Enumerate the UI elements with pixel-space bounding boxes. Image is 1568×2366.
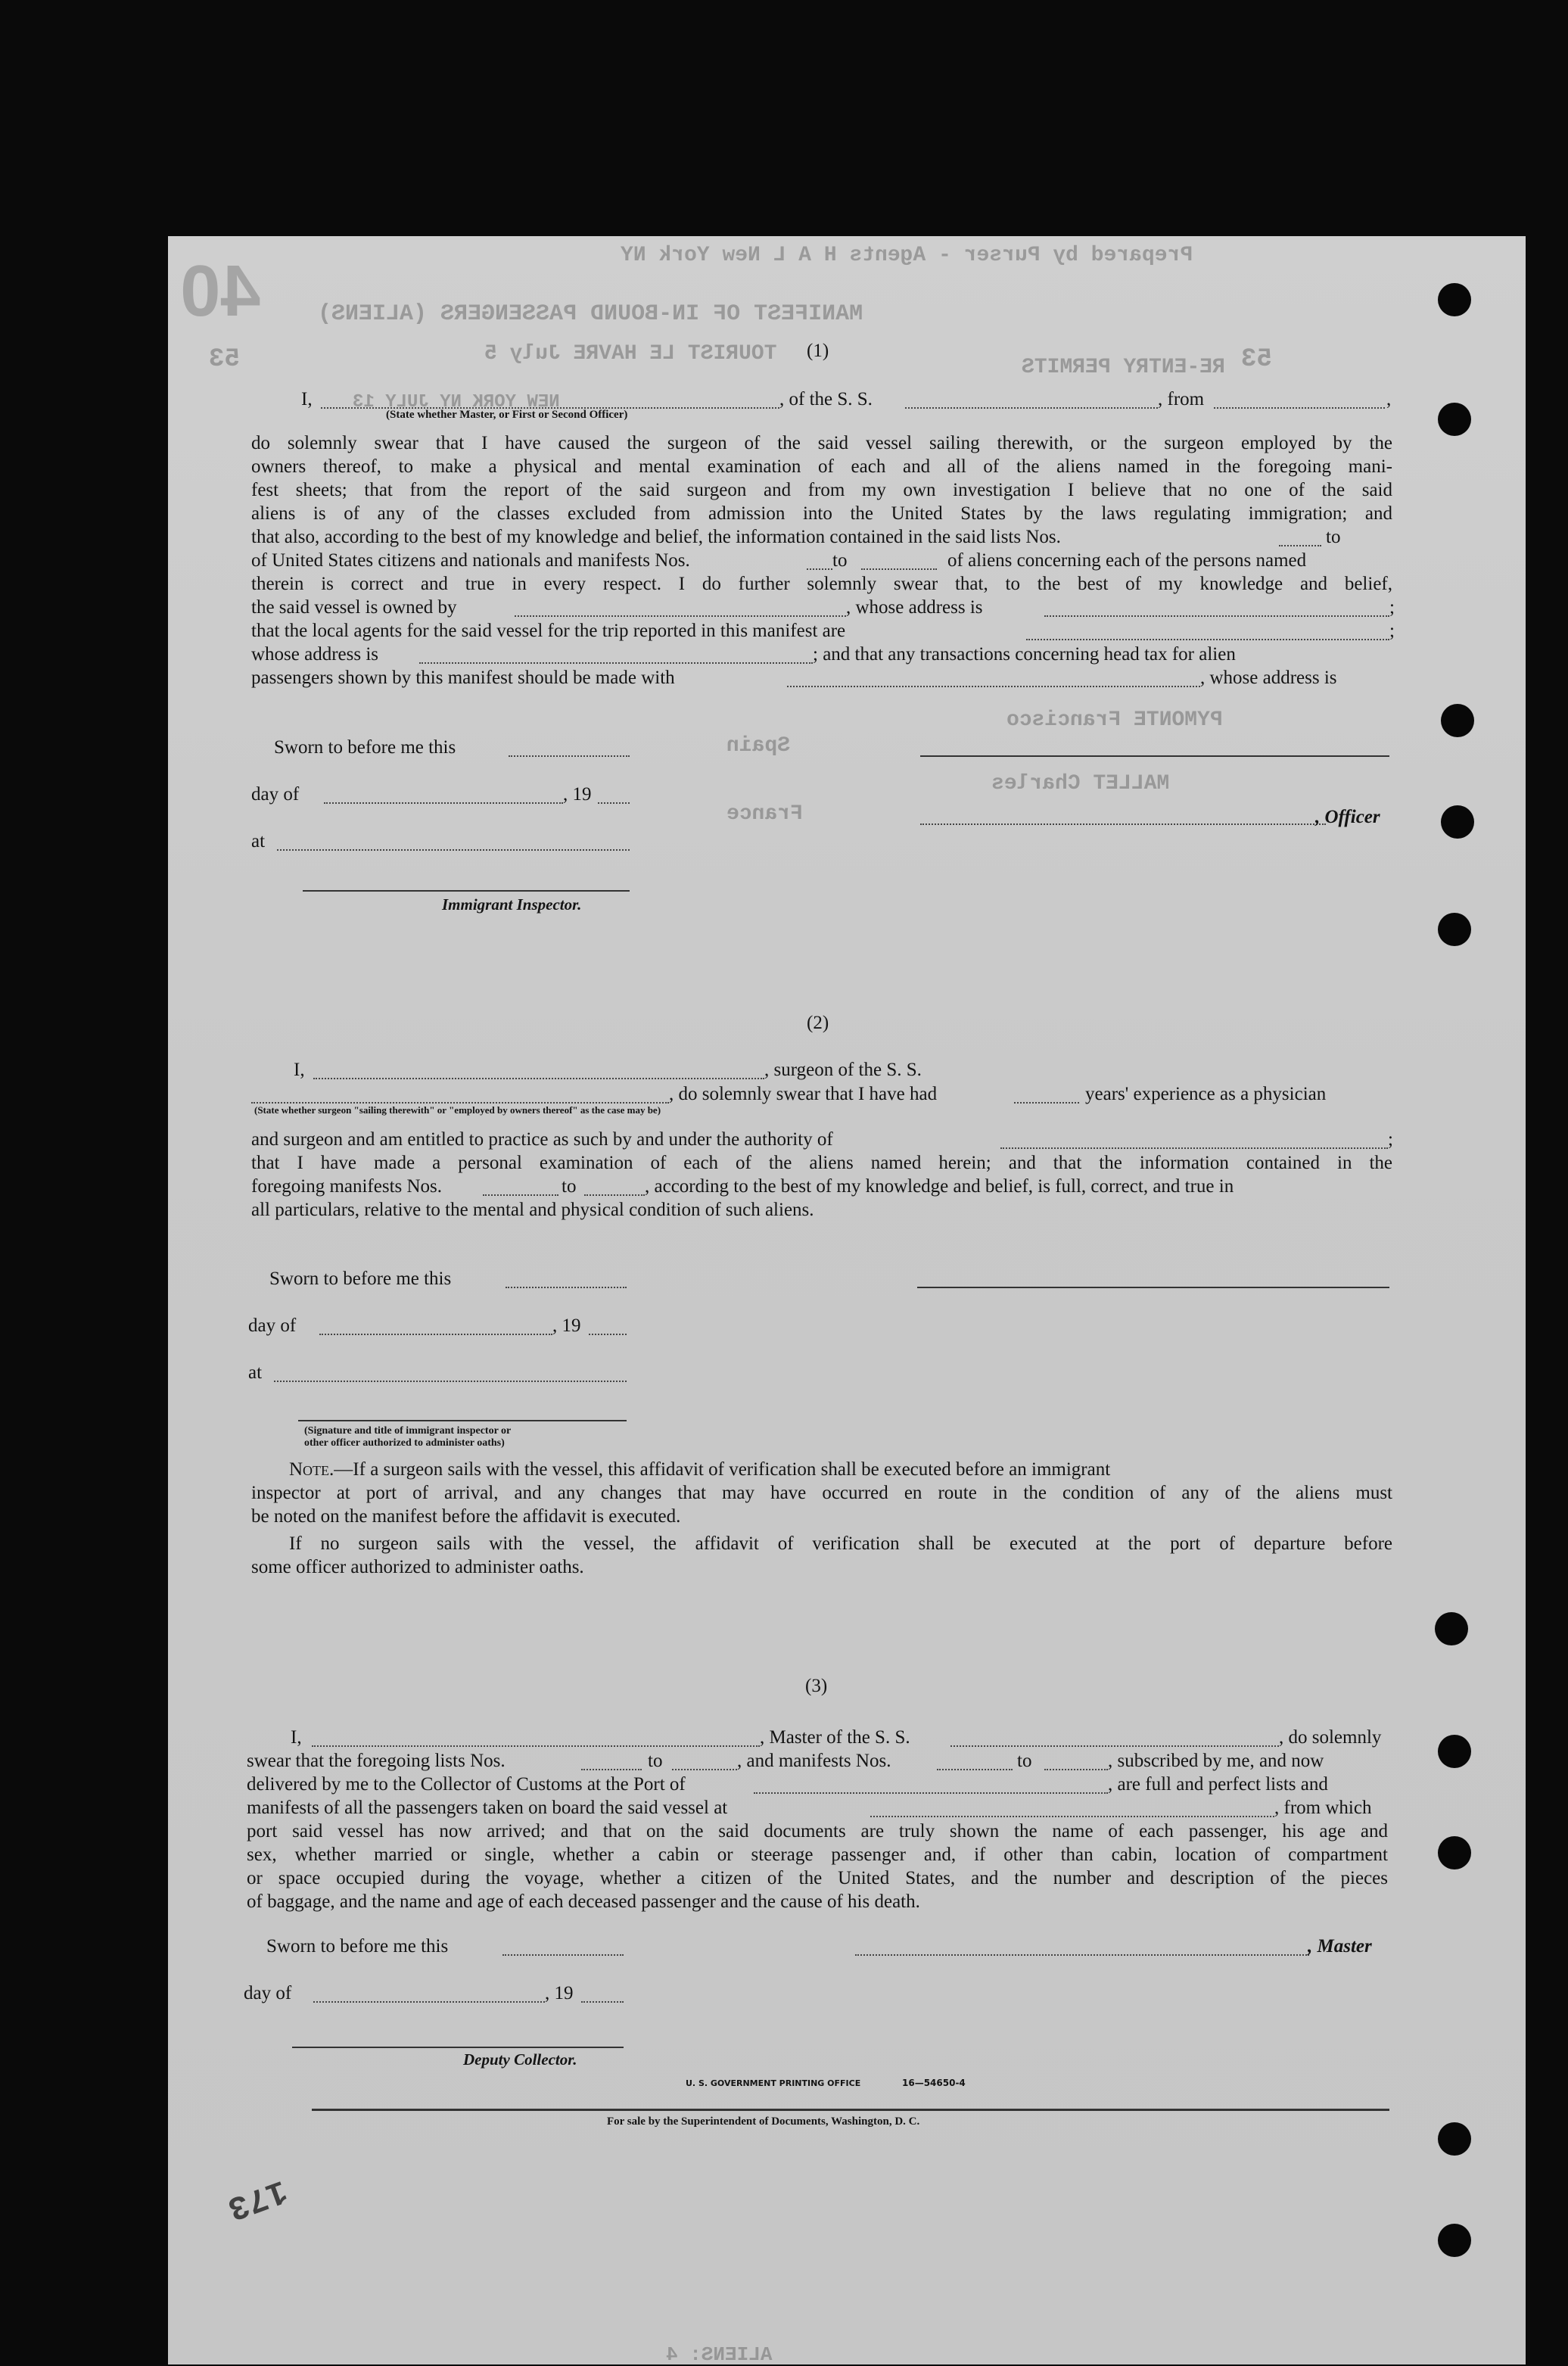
punch-hole [1438, 283, 1471, 316]
punch-hole [1438, 913, 1471, 946]
s3-day-field[interactable] [313, 2001, 545, 2003]
s3-i-label: I, [291, 1727, 302, 1748]
s1-headtax-label: ; and that any transactions concerning head tax for alien [813, 644, 1236, 665]
sale-notice: For sale by the Superintendent of Documents, Washington, D. C. [607, 2115, 920, 2128]
s1-manifests-from-field[interactable] [807, 568, 832, 570]
s1-agent-address-label: whose address is [251, 644, 379, 665]
s1-to-label-2: to [832, 550, 848, 571]
s2-manifests-to-field[interactable] [584, 1194, 645, 1196]
s1-of-ss-label: , of the S. S. [779, 389, 873, 409]
s2-year-label: , 19 [552, 1315, 581, 1336]
s2-surgeon-of-label: , surgeon of the S. S. [764, 1060, 922, 1080]
s2-note-line: be noted on the manifest before the affidavit is executed. [251, 1506, 681, 1527]
s1-day-field[interactable] [324, 802, 563, 804]
ship-bleed: NEW YORK NY JULY 13 [353, 392, 560, 412]
s3-manifests-from-field[interactable] [937, 1769, 1013, 1770]
name-bleed-2: MALLET Charles [991, 772, 1170, 795]
s2-year-field[interactable] [589, 1334, 627, 1335]
s3-para-line: port said vessel has now arrived; and that on the said documents are truly shown the name of each passenger, his age and [247, 1821, 1388, 1841]
s1-from-field[interactable] [1214, 407, 1385, 409]
s3-to-label-2: to [1017, 1751, 1032, 1771]
s1-para-line: do solemnly swear that I have caused the surgeon of the said vessel sailing therewith, or the surgeon employed by the [251, 433, 1392, 453]
form-number: 16—54650-4 [902, 2078, 966, 2088]
s1-year-label: , 19 [563, 784, 592, 805]
s3-boarded-label: manifests of all the passengers taken on board the said vessel at [247, 1798, 728, 1818]
s1-officer-caption: (State whether Master, or First or Second Officer) [386, 409, 628, 421]
s1-to-label: to [1326, 527, 1341, 547]
s3-port-field[interactable] [754, 1792, 1108, 1794]
s1-headtax-with-label: passengers shown by this manifest should be made with [251, 668, 675, 688]
num-bleed-b: 53 [1241, 345, 1272, 374]
section-3-heading: (3) [805, 1676, 828, 1696]
s3-port-label: delivered by me to the Collector of Customs at the Port of [247, 1774, 686, 1795]
s1-headtax-address-label: , whose address is [1200, 668, 1337, 688]
s2-to-label: to [562, 1176, 577, 1197]
s2-sworn-label: Sworn to before me this [269, 1269, 452, 1289]
s2-note-line: If no surgeon sails with the vessel, the affidavit of verification shall be executed at the port of departure before [289, 1533, 1392, 1554]
s2-sig-caption-2: other officer authorized to administer oaths) [304, 1437, 505, 1449]
s3-perfect-label: , are full and perfect lists and [1108, 1774, 1328, 1795]
s1-owned-label: the said vessel is owned by [251, 597, 457, 618]
footer-rule [312, 2109, 1389, 2111]
s2-manifests-from-field[interactable] [483, 1194, 558, 1196]
s1-address-label: , whose address is [846, 597, 983, 618]
s3-lists-from-field[interactable] [581, 1769, 642, 1770]
s1-para-line: aliens is of any of the classes excluded from admission into the United States by the laws regulating immigration; and [251, 503, 1392, 524]
s1-inspector-signature-line[interactable] [303, 890, 630, 892]
s2-note [289, 1458, 1110, 1481]
s2-day-label: day of [248, 1315, 297, 1336]
s2-at-field[interactable] [274, 1381, 627, 1382]
s1-semicolon-2: ; [1389, 621, 1395, 641]
s3-from-which-label: , from which [1274, 1798, 1372, 1818]
s3-day-label: day of [244, 1983, 292, 2003]
s2-note-line-1: —If a surgeon sails with the vessel, this affidavit of verification shall be executed before an immigrant [334, 1459, 1111, 1480]
s3-para-line: sex, whether married or single, whether a cabin or steerage passenger and, if other than cabin, location of compartment [247, 1845, 1388, 1865]
s3-vessel-field[interactable] [950, 1745, 1279, 1747]
s1-at-field[interactable] [277, 849, 630, 851]
s1-i-label: I, [301, 389, 313, 409]
s3-year-field[interactable] [581, 2001, 624, 2003]
s2-para-line: that I have made a personal examination of each of the aliens named herein; and that the information contained in the [251, 1153, 1392, 1173]
s1-at-label: at [251, 831, 266, 851]
s2-manifests-label: foregoing manifests Nos. [251, 1176, 443, 1197]
s1-sworn-field[interactable] [509, 755, 630, 757]
punch-hole [1441, 704, 1474, 737]
s2-authority-label: and surgeon and am entitled to practice as such by and under the authority of [251, 1129, 833, 1150]
s3-solemnly-label: , do solemnly [1279, 1727, 1382, 1748]
s1-semicolon: ; [1389, 597, 1395, 618]
header-bleed: Prepared by Purser - Agents H A L New York NY [621, 244, 1193, 267]
gpo-imprint: U. S. GOVERNMENT PRINTING OFFICE [686, 2078, 861, 2088]
s3-sworn-label: Sworn to before me this [266, 1936, 449, 1957]
s1-owner-field[interactable] [515, 615, 846, 617]
s1-day-label: day of [251, 784, 300, 805]
s3-manifests-to-field[interactable] [1044, 1769, 1108, 1770]
s2-note-line: inspector at port of arrival, and any changes that may have occurred en route in the condition of any of the aliens must [251, 1483, 1392, 1503]
s1-para-line: fest sheets; that from the report of the said surgeon and from my own investigation I believe that no one of the said [251, 480, 1392, 500]
s3-master-name-field[interactable] [312, 1745, 760, 1747]
s2-i-label: I, [294, 1060, 305, 1080]
s1-vessel-field[interactable] [905, 407, 1158, 409]
s1-lists-label: that also, according to the best of my knowledge and belief, the information contained in the said lists Nos. [251, 527, 1061, 547]
punch-hole [1438, 1836, 1471, 1869]
s1-agents-label: that the local agents for the said vessel for the trip reported in this manifest are [251, 621, 846, 641]
s3-manifests-label: , and manifests Nos. [737, 1751, 891, 1771]
s1-para-line: owners thereof, to make a physical and mental examination of each and all of the aliens named in the foregoing mani- [251, 456, 1392, 477]
manifest-title-bleed: MANIFEST OF IN-BOUND PASSENGERS (ALIENS) [318, 301, 863, 327]
s2-status-caption: (State whether surgeon "sailing therewith" or "employed by owners thereof" as the case may be) [254, 1104, 661, 1116]
s2-surgeon-signature-line[interactable] [917, 1287, 1389, 1288]
s1-from-label: , from [1158, 389, 1205, 409]
s1-manifests-to-field[interactable] [861, 568, 937, 570]
s1-headtax-party-field[interactable] [787, 686, 1200, 687]
s1-agent-address-field[interactable] [419, 662, 813, 664]
s3-to-label: to [648, 1751, 663, 1771]
s2-surgeon-name-field[interactable] [313, 1078, 764, 1079]
s2-authority-field[interactable] [1000, 1147, 1388, 1149]
s1-officer-signature-line[interactable] [920, 755, 1389, 757]
s1-manifests-label: of United States citizens and nationals and manifests Nos. [251, 550, 690, 571]
s3-master-label: , Master [1308, 1936, 1372, 1957]
num-bleed-a: 53 [209, 345, 240, 374]
punch-hole [1438, 1735, 1471, 1768]
s1-agents-field[interactable] [1026, 639, 1389, 640]
s3-master-of-label: , Master of the S. S. [760, 1727, 910, 1748]
status-bleed: RE-ENTRY PERMITS [1022, 356, 1225, 379]
s3-master-signature-line[interactable] [855, 1954, 1309, 1956]
s2-sig-caption-1: (Signature and title of immigrant inspector or [304, 1425, 512, 1437]
s3-deputy-label: Deputy Collector. [463, 2050, 577, 2069]
s2-day-field[interactable] [319, 1334, 552, 1335]
s2-para-end: all particulars, relative to the mental and physical condition of such aliens. [251, 1200, 814, 1220]
punch-hole [1441, 805, 1474, 839]
s3-boarded-port-field[interactable] [870, 1816, 1274, 1817]
s1-sworn-label: Sworn to before me this [274, 737, 456, 758]
punch-hole [1438, 403, 1471, 436]
s2-knowledge-label: , according to the best of my knowledge and belief, is full, correct, and true in [645, 1176, 1234, 1197]
page-number-bleed: 40 [180, 251, 261, 332]
name-bleed-1: PYMONTE Francisco [1006, 708, 1223, 732]
s1-para-line: therein is correct and true in every respect. I do further solemnly swear that, to the best of my knowledge and belief, [251, 574, 1392, 594]
s3-year-label: , 19 [545, 1983, 574, 2003]
s2-note-label: Note. [289, 1459, 334, 1480]
s2-semicolon: ; [1388, 1129, 1393, 1150]
s2-swear-label: , do solemnly swear that I have had [669, 1084, 938, 1104]
section-2-heading: (2) [807, 1013, 829, 1033]
punch-hole [1438, 2224, 1471, 2257]
s2-years-field[interactable] [1014, 1102, 1079, 1104]
s1-owner-address-field[interactable] [1044, 615, 1389, 617]
country-bleed-2: France [726, 802, 803, 826]
s1-comma: , [1386, 389, 1392, 409]
s2-years-label: years' experience as a physician [1085, 1084, 1327, 1104]
s1-lists-from-field[interactable] [1279, 545, 1321, 546]
punch-hole [1438, 2122, 1471, 2156]
s1-inspector-label: Immigrant Inspector. [442, 895, 582, 914]
s2-at-label: at [248, 1362, 263, 1383]
section-1-heading: (1) [807, 341, 829, 361]
s2-sworn-field[interactable] [506, 1287, 627, 1288]
country-bleed-1: Spain [726, 734, 791, 758]
s1-year-field[interactable] [598, 802, 630, 804]
s2-note-line: some officer authorized to administer oaths. [251, 1557, 584, 1577]
s3-lists-label: swear that the foregoing lists Nos. [247, 1751, 506, 1771]
route-bleed: TOURIST LE HAVRE July 5 [484, 342, 777, 366]
s3-para-line: or space occupied during the voyage, whether a citizen of the United States, and the number and description of the pieces [247, 1868, 1388, 1888]
stamp-bleed: ALIENS: 4 [666, 2343, 773, 2366]
s1-officer-field-2[interactable] [920, 823, 1326, 825]
s3-para-line: of baggage, and the name and age of each deceased passenger and the cause of his death. [247, 1891, 920, 1912]
s3-sworn-field[interactable] [502, 1954, 624, 1956]
s1-aliens-label: of aliens concerning each of the persons named [947, 550, 1307, 571]
s3-subscribed-label: , subscribed by me, and now [1108, 1751, 1324, 1771]
handwritten-number: 173 [222, 2170, 292, 2227]
s1-officer-label: , Officer [1315, 807, 1380, 827]
punch-hole [1435, 1612, 1468, 1645]
s3-lists-to-field[interactable] [672, 1769, 737, 1770]
s2-inspector-signature-line[interactable] [298, 1420, 627, 1421]
